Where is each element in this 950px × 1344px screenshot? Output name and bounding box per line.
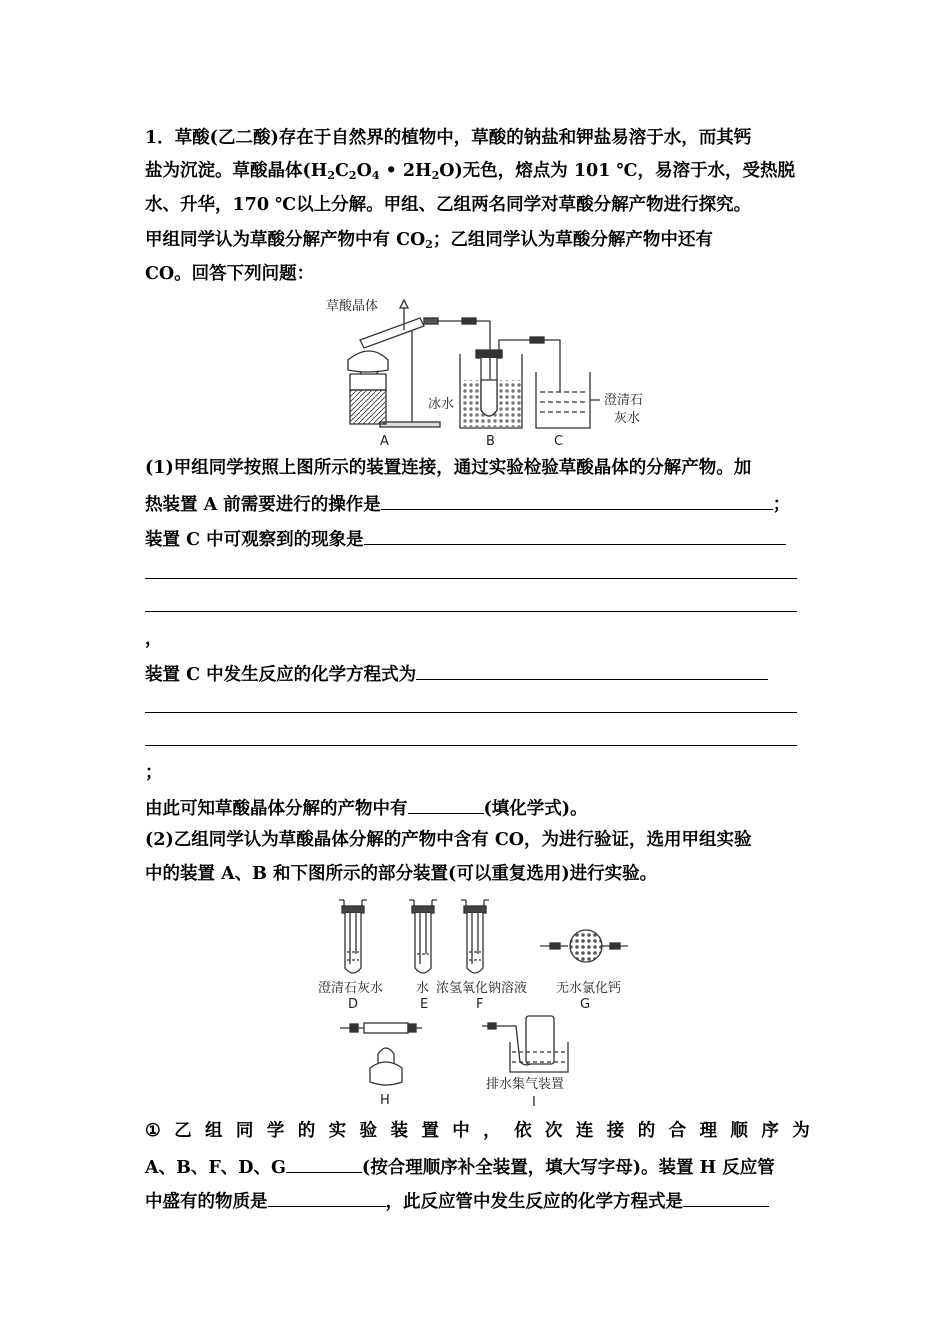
part1-line-4: 装置 C 中发生反应的化学方程式为: [145, 661, 810, 686]
intro-line-3: 水、升华，170 ℃以上分解。甲组、乙组两名同学对草酸分解产物进行探究。: [145, 195, 752, 215]
drying-tube-g: [540, 930, 628, 962]
label-lime-water-1: 澄清石: [604, 393, 644, 408]
comma: ，: [145, 629, 163, 649]
oxalic-formula: $H_2C_2O_4$ • $2H_2O$: [310, 161, 455, 182]
part1-line-1: (1)甲组同学按照上图所示的装置连接，通过实验检验草酸晶体的分解产物。加: [145, 458, 752, 478]
semicolon: ；: [145, 763, 163, 783]
label-lime-water-2: 灰水: [614, 411, 641, 426]
tube-d: [339, 900, 367, 973]
label-g: G: [580, 997, 591, 1012]
reaction-tube-h: [340, 1023, 422, 1085]
tube-f: [461, 900, 489, 973]
rubber-tube-2: [530, 337, 544, 343]
label-i: I: [532, 1095, 536, 1110]
answer-blank-order[interactable]: [286, 1154, 362, 1173]
label-ice-water: 冰水: [428, 397, 455, 412]
label-f-text: 浓氢氧化钠溶液: [436, 981, 528, 996]
test-tube-a: [360, 318, 424, 348]
stand-base: [380, 422, 440, 427]
label-f: F: [476, 997, 484, 1012]
label-a: A: [380, 434, 389, 448]
intro-line-1: 1．草酸(乙二酸)存在于自然界的植物中，草酸的钠盐和钾盐易溶于水，而其钙: [145, 128, 752, 148]
part1-line-3: 装置 C 中可观察到的现象是: [145, 526, 810, 551]
part1-line-2: 热装置 A 前需要进行的操作是 ；: [145, 491, 810, 516]
water-collection-i: [482, 1016, 568, 1072]
answer-blank-equation-3[interactable]: [145, 745, 797, 746]
label-b: B: [486, 434, 495, 448]
part2-line-2: 中的装置 A、B 和下图所示的部分装置(可以重复选用)进行实验。: [145, 864, 658, 884]
part3-line-1: ① 乙 组 同 学 的 实 验 装 置 中 ， 依 次 连 接 的 合 理 顺 序 为: [145, 1121, 810, 1141]
label-e: E: [420, 997, 429, 1012]
label-e-text: 水: [416, 981, 430, 996]
tube-e: [409, 900, 437, 973]
part3-line-2: A、B、F、D、G (按合理顺序补全装置，填大写字母)。装置 H 反应管: [145, 1154, 810, 1179]
answer-blank-substance[interactable]: [268, 1188, 386, 1207]
label-g-text: 无水氯化钙: [556, 981, 622, 996]
apparatus-figure-2: [310, 896, 650, 1110]
label-crystal: 草酸晶体: [326, 299, 379, 314]
intro-line-2: 盐为沉淀。草酸晶体($H_2C_2O_4$ • $2H_2O$)无色，熔点为 101 ℃，易溶于水，受热脱: [145, 161, 795, 182]
stopper-a: [424, 318, 438, 324]
answer-blank-equation-2[interactable]: [145, 712, 797, 713]
intro-line-5: CO。回答下列问题：: [145, 264, 315, 284]
answer-blank-phenomenon-2[interactable]: [145, 578, 797, 579]
label-d-text: 澄清石灰水: [318, 981, 384, 996]
answer-blank-operation[interactable]: [381, 491, 773, 510]
answer-blank-phenomenon[interactable]: [364, 526, 786, 545]
alcohol-lamp: [348, 351, 388, 372]
stopper-b: [476, 350, 502, 358]
part2-line-1: (2)乙组同学认为草酸晶体分解的产物中含有 CO，为进行验证，选用甲组实验: [145, 830, 752, 850]
answer-blank-products[interactable]: [408, 795, 484, 814]
label-i-text: 排水集气装置: [486, 1077, 565, 1092]
part3-line-3: 中盛有的物质是 ，此反应管中发生反应的化学方程式是: [145, 1188, 810, 1213]
wood-block: [350, 390, 386, 424]
rubber-tube-1: [462, 318, 476, 324]
answer-blank-reaction[interactable]: [683, 1188, 769, 1207]
label-h: H: [380, 1093, 390, 1108]
label-c: C: [554, 434, 564, 448]
label-d: D: [348, 997, 359, 1012]
intro-line-4: 甲组同学认为草酸分解产物中有 $CO_2$；乙组同学认为草酸分解产物中还有: [145, 230, 713, 251]
apparatus-figure-1: [300, 292, 670, 448]
question-number: 1．: [145, 128, 175, 148]
part1-line-5: 由此可知草酸晶体分解的产物中有 (填化学式)。: [145, 795, 810, 820]
beaker-c: [536, 372, 590, 428]
answer-blank-phenomenon-3[interactable]: [145, 611, 797, 612]
answer-blank-equation[interactable]: [416, 661, 768, 680]
